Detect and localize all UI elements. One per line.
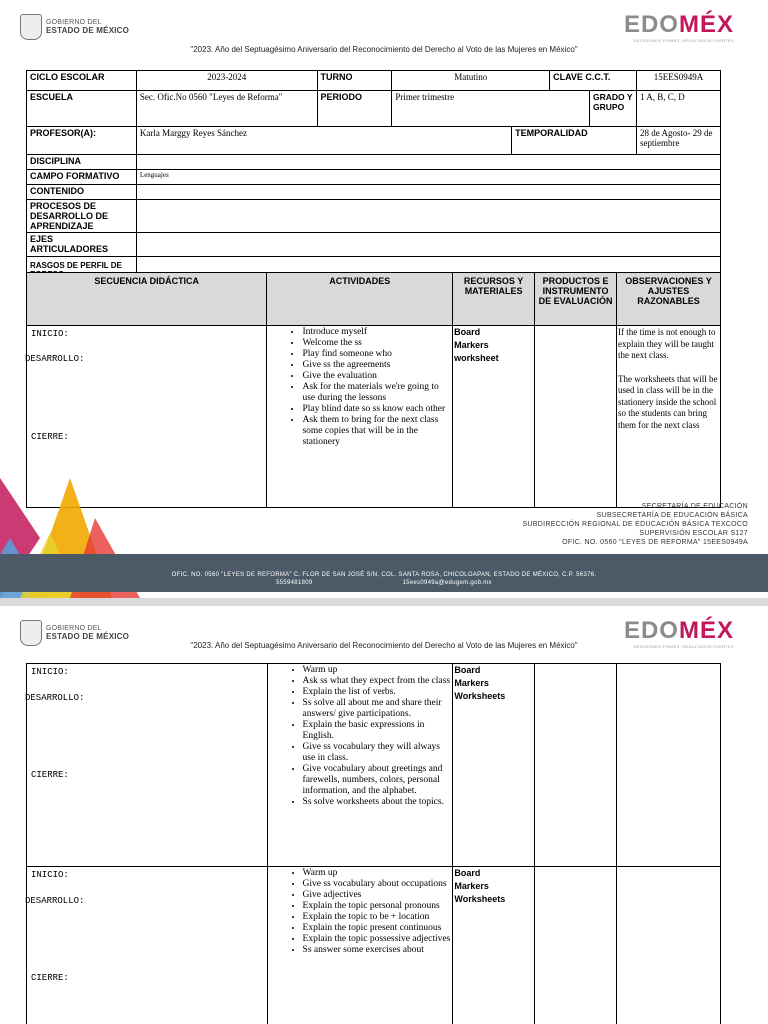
activities-cell <box>267 664 453 867</box>
resource-item: Markers <box>454 881 489 891</box>
state-seal-icon <box>20 14 42 40</box>
turno-label: TURNO <box>317 71 392 91</box>
contenido-value <box>136 185 720 200</box>
edomex-accent: M <box>678 11 700 38</box>
activity-item: • Give vocabulary about greetings and farewells, numbers, colors, personal information, and the alphabet. <box>303 764 452 797</box>
stage-desarrollo: DESARROLLO: <box>25 896 85 906</box>
stage-inicio: INICIO: <box>31 870 69 880</box>
stages-cell <box>27 867 268 1024</box>
resources-cell <box>453 867 535 1024</box>
activity-item: • Welcome the ss <box>302 338 451 349</box>
campo-value: Lenguajes <box>136 170 720 185</box>
activity-item: • Play blind date so ss know each other <box>302 404 451 415</box>
stage-inicio: INICIO: <box>31 329 69 339</box>
ejes-label: EJES ARTICULADORES <box>27 233 137 257</box>
activity-item: • Play find someone who <box>302 349 451 360</box>
profesor-value: Karla Marggy Reyes Sánchez <box>136 127 511 155</box>
activity-item: • Explain the topic personal pronouns <box>303 901 452 912</box>
activity-item: • Ss solve worksheets about the topics. <box>303 797 452 808</box>
ejes-value <box>136 233 720 257</box>
gov-line-2: ESTADO DE MÉXICO <box>46 631 130 641</box>
edomex-logo <box>624 12 734 43</box>
stage-cierre: CIERRE: <box>31 432 69 442</box>
activity-item: • Give the evaluation <box>302 371 451 382</box>
footer-line-1: SECRETARÍA DE EDUCACIÓN <box>641 503 748 510</box>
clave-value: 15EES0949A <box>637 71 721 91</box>
resource-item: Markers <box>454 340 489 350</box>
activities-cell <box>267 326 453 508</box>
activity-item: • Give ss vocabulary about occupations <box>303 879 452 890</box>
escuela-value: Sec. Ofic.No 0560 "Leyes de Reforma" <box>136 91 317 127</box>
campo-label: CAMPO FORMATIVO <box>27 170 137 185</box>
activities-list <box>268 327 451 448</box>
procesos-label: PROCESOS DE DESARROLLO DE APRENDIZAJE <box>27 200 137 233</box>
footer-email[interactable]: 15ees0949a@edugem.gob.mx <box>402 580 492 586</box>
activity-item: • Explain the topic present continuous <box>303 923 452 934</box>
resource-item: Board <box>454 665 481 675</box>
observation-2: The worksheets that will be used in class will be in the stationery inside the school so the students can bring them for the next class <box>618 373 718 430</box>
stage-cierre: CIERRE: <box>31 770 69 780</box>
resource-item: Markers <box>454 678 489 688</box>
products-cell <box>535 664 617 867</box>
activity-item: • Warm up <box>303 868 452 879</box>
clave-label: CLAVE C.C.T. <box>550 71 637 91</box>
activity-item: • Ask for the materials we're going to use during the lessons <box>302 382 451 404</box>
ciclo-label: CICLO ESCOLAR <box>27 71 137 91</box>
edomex-logo-a: EDO <box>623 11 679 38</box>
edomex-tagline: DECISIONES FIRMES, RESULTADOS FUERTES <box>633 644 734 649</box>
observations-cell <box>617 664 721 867</box>
activity-item: • Give ss the agreements <box>302 360 451 371</box>
rasgos-label: RASGOS DE PERFIL DE <box>27 257 137 283</box>
resource-item: Board <box>454 868 481 878</box>
turno-value: Matutino <box>392 71 550 91</box>
activity-item: • Ss solve all about me and share their answers/ give participations. <box>303 698 452 720</box>
edomex-logo-a: EDO <box>623 617 679 644</box>
escuela-label: ESCUELA <box>27 91 137 127</box>
stage-inicio: INICIO: <box>31 667 69 677</box>
observation-1: If the time is not enough to explain they will be taught the next class. <box>618 327 716 360</box>
activity-item: • Explain the topic to be + location <box>303 912 452 923</box>
edomex-rest: ÉX <box>699 11 734 38</box>
edomex-tagline: DECISIONES FIRMES, RESULTADOS FUERTES <box>633 38 734 43</box>
activities-list <box>269 868 452 956</box>
periodo-value: Primer trimestre <box>392 91 590 127</box>
footer-band-address: OFIC. NO. 0560 "LEYES DE REFORMA" C. FLOR DE SAN JOSÉ S/N, COL. SANTA ROSA, CHICOLOAPAN, ESTADO DE MÉXICO, C.P. 56376. <box>171 572 597 578</box>
footer-line-5: OFIC. NO. 0560 "LEYES DE REFORMA" 15EES0949A <box>562 539 748 546</box>
stage-desarrollo: DESARROLLO: <box>25 693 85 703</box>
disciplina-value <box>136 155 720 170</box>
footer-line-4: SUPERVISIÓN ESCOLAR S127 <box>639 530 748 537</box>
observations-cell <box>617 867 721 1024</box>
grado-label: GRADO Y GRUPO <box>590 91 637 127</box>
page-gap <box>0 598 768 606</box>
sequence-table-1 <box>26 272 721 508</box>
footer-line-3: SUBDIRECCIÓN REGIONAL DE EDUCACIÓN BÁSICA TEXCOCO <box>522 521 748 528</box>
col-secuencia: SECUENCIA DIDÁCTICA <box>27 273 267 326</box>
activity-item: • Explain the list of verbs. <box>303 687 452 698</box>
edomex-rest: ÉX <box>699 617 734 644</box>
activity-item: • Explain the basic expressions in English. <box>303 720 452 742</box>
gobierno-logo <box>20 14 129 40</box>
col-productos: PRODUCTOS E INSTRUMENTO DE EVALUACIÓN <box>535 273 617 326</box>
resource-item: Worksheets <box>454 691 506 701</box>
gov-line-1: GOBIERNO DEL <box>46 18 102 26</box>
activities-list <box>269 665 452 808</box>
footer-address <box>522 502 748 547</box>
col-recursos: RECURSOS Y MATERIALES <box>453 273 535 326</box>
activity-item: • Give adjectives <box>303 890 452 901</box>
gov-line-1: GOBIERNO DEL <box>46 624 102 632</box>
stage-desarrollo: DESARROLLO: <box>25 354 85 364</box>
observations-cell <box>617 326 721 508</box>
profesor-label: PROFESOR(A): <box>27 127 137 155</box>
contenido-label: CONTENIDO <box>27 185 137 200</box>
stage-cierre: CIERRE: <box>31 973 69 983</box>
products-cell <box>535 326 617 508</box>
col-actividades: ACTIVIDADES <box>267 273 453 326</box>
edomex-logo-b <box>679 11 734 38</box>
resource-item: Worksheets <box>454 894 506 904</box>
resource-item: worksheet <box>454 353 499 363</box>
activity-item: • Ss answer some exercises about <box>303 945 452 956</box>
disciplina-label: DISCIPLINA <box>27 155 137 170</box>
footer-line-2: SUBSECRETARÍA DE EDUCACIÓN BÁSICA <box>596 512 748 519</box>
resource-item: Board <box>454 327 481 337</box>
resources-cell <box>453 664 535 867</box>
motto: "2023. Año del Septuagésimo Aniversario del Reconocimiento del Derecho al Voto de las Mujeres en México" <box>190 45 578 54</box>
edomex-logo-b <box>679 617 734 644</box>
activities-cell <box>267 867 453 1024</box>
activity-item: • Ask them to bring for the next class some copies that will be in the stationery <box>302 415 451 448</box>
sequence-table-2 <box>26 663 721 1024</box>
activity-item: • Ask ss what they expect from the class <box>303 676 452 687</box>
products-cell <box>535 867 617 1024</box>
footer-band-text <box>0 571 768 587</box>
resources-cell <box>453 326 535 508</box>
procesos-value <box>136 200 720 233</box>
info-table <box>26 70 721 283</box>
grado-value: 1 A, B, C, D <box>637 91 721 127</box>
gov-line-2: ESTADO DE MÉXICO <box>46 25 130 35</box>
activity-item: • Explain the topic possessive adjectives <box>303 934 452 945</box>
activity-item: • Give ss vocabulary they will always use in class. <box>303 742 452 764</box>
activity-item: • Introduce myself <box>302 327 451 338</box>
col-observaciones: OBSERVACIONES Y AJUSTES RAZONABLES <box>617 273 721 326</box>
activity-item: • Warm up <box>303 665 452 676</box>
ciclo-value: 2023-2024 <box>136 71 317 91</box>
footer-phone: 5559481809 <box>276 580 313 586</box>
edomex-accent: M <box>678 617 700 644</box>
motto-2: "2023. Año del Septuagésimo Aniversario del Reconocimiento del Derecho al Voto de las Mujeres en México" <box>190 641 578 650</box>
stages-cell <box>27 664 268 867</box>
temporalidad-label: TEMPORALIDAD <box>512 127 637 155</box>
periodo-label: PERIODO <box>317 91 392 127</box>
page-2 <box>0 606 768 1024</box>
temporalidad-value: 28 de Agosto- 29 de septiembre <box>637 127 721 155</box>
